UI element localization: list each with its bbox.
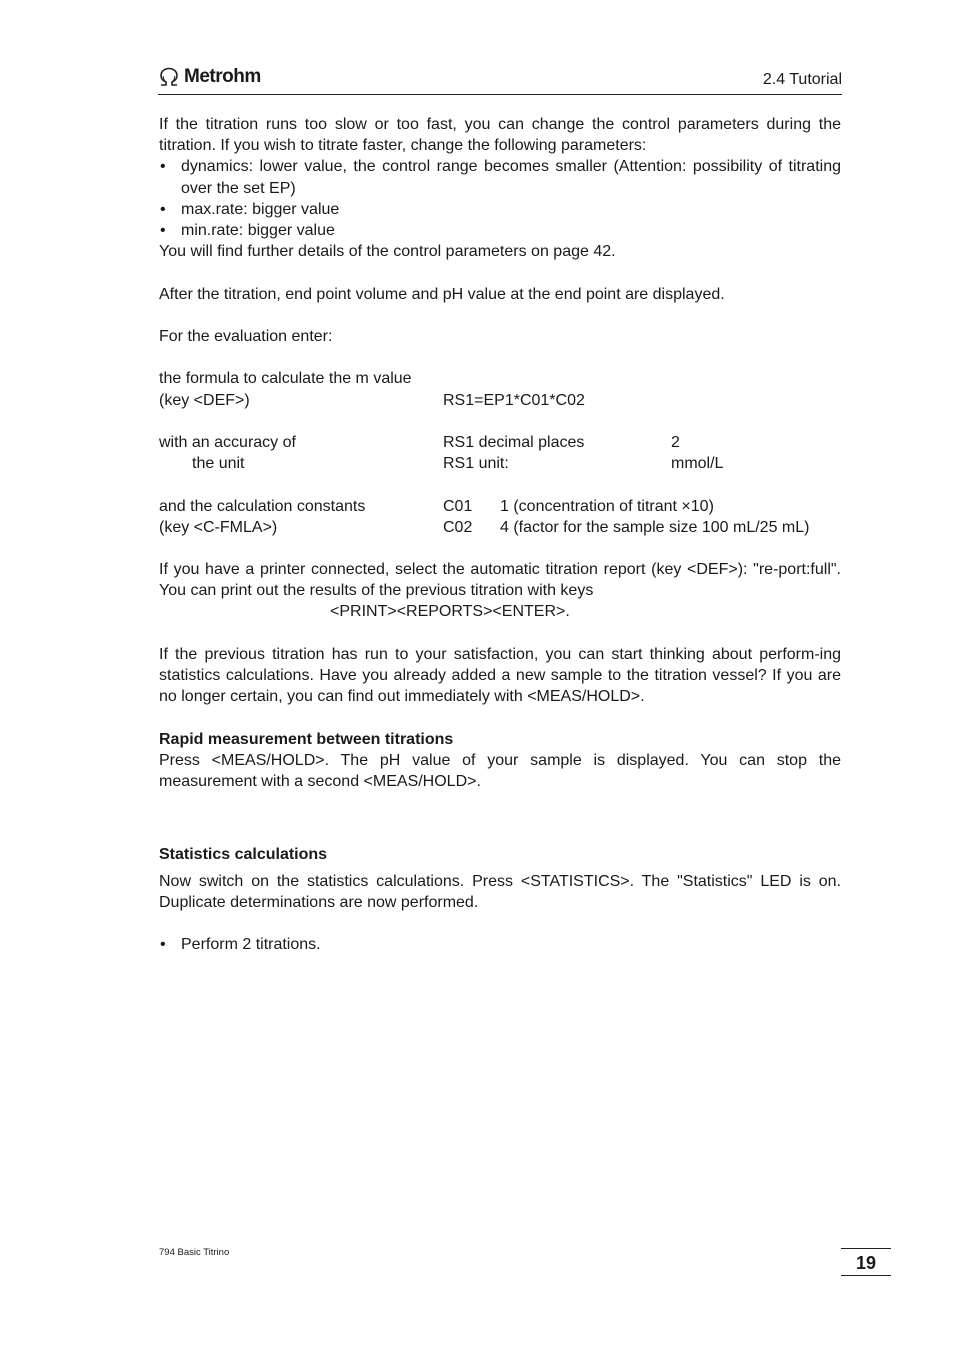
constants-label: and the calculation constants	[159, 497, 366, 515]
evaluation-row	[159, 453, 841, 474]
accuracy-label: with an accuracy of	[159, 433, 296, 451]
paragraph-printer: If you have a printer connected, select the automatic titration report (key <DEF>): "re-port:full". You can print out the results of the previous titration with keys	[159, 561, 841, 600]
logo-text: Metrohm	[184, 66, 261, 87]
paragraph-rapid-measurement: Press <MEAS/HOLD>. The pH value of your sample is displayed. You can stop the measurement with a second <MEAS/HOLD>.	[159, 751, 841, 791]
paragraph-after-titration: After the titration, end point volume and pH value at the end point are displayed.	[159, 285, 725, 303]
c01-desc: 1 (concentration of titrant ×10)	[500, 497, 714, 515]
bullet-item: • max.rate: bigger value	[159, 199, 841, 220]
page-header	[158, 66, 842, 95]
c01-name: C01	[443, 497, 473, 515]
evaluation-table	[159, 368, 841, 538]
c02-name: C02	[443, 518, 473, 536]
accuracy-value: 2	[671, 433, 680, 451]
heading-statistics: Statistics calculations	[159, 846, 328, 864]
paragraph-further-details: You will find further details of the control parameters on page 42.	[159, 243, 616, 261]
heading-rapid-measurement: Rapid measurement between titrations	[159, 730, 454, 748]
paragraph-statistics: Now switch on the statistics calculations. Press <STATISTICS>. The "Statistics" LED is on. Duplicate determinations are now performed.	[159, 872, 841, 911]
formula-value: RS1=EP1*C01*C02	[443, 391, 585, 409]
constants-key: (key <C-FMLA>)	[159, 518, 278, 536]
evaluation-row	[159, 517, 841, 538]
evaluation-row	[159, 390, 841, 411]
c02-desc: 4 (factor for the sample size 100 mL/25 mL)	[500, 518, 810, 536]
accuracy-param: RS1 decimal places	[443, 433, 585, 451]
omega-logo-icon	[158, 67, 180, 87]
unit-label: the unit	[192, 455, 245, 473]
formula-label: the formula to calculate the m value	[159, 370, 412, 388]
page-content	[159, 114, 841, 955]
bullet-item: • min.rate: bigger value	[159, 220, 841, 241]
unit-value: mmol/L	[671, 455, 724, 473]
formula-key: (key <DEF>)	[159, 391, 250, 409]
print-keys: <PRINT><REPORTS><ENTER>.	[330, 603, 570, 621]
evaluation-row	[159, 432, 841, 453]
evaluation-row	[159, 368, 841, 389]
page-number: 19	[841, 1248, 891, 1276]
section-title: 2.4 Tutorial	[762, 71, 842, 88]
paragraph-evaluation: For the evaluation enter:	[159, 328, 333, 345]
paragraph-control-parameters: If the titration runs too slow or too fast, you can change the control parameters during the titration. If you wish to titrate faster, change the following parameters:	[159, 116, 841, 155]
bullet-item: • dynamics: lower value, the control range becomes smaller (Attention: possibility of titrating over the set EP)	[159, 156, 841, 198]
paragraph-statistics-intro: If the previous titration has run to your satisfaction, you can start thinking about perform-ing statistics calculations. Have you already added a new sample to the titration vessel? If you are no longer certain, you can find out immediately with <MEAS/HOLD>.	[159, 645, 841, 706]
bullet-item: • Perform 2 titrations.	[159, 934, 841, 955]
metrohm-logo	[158, 66, 261, 88]
unit-param: RS1 unit:	[443, 455, 509, 473]
footer-product: 794 Basic Titrino	[159, 1247, 230, 1258]
evaluation-row	[159, 496, 841, 517]
